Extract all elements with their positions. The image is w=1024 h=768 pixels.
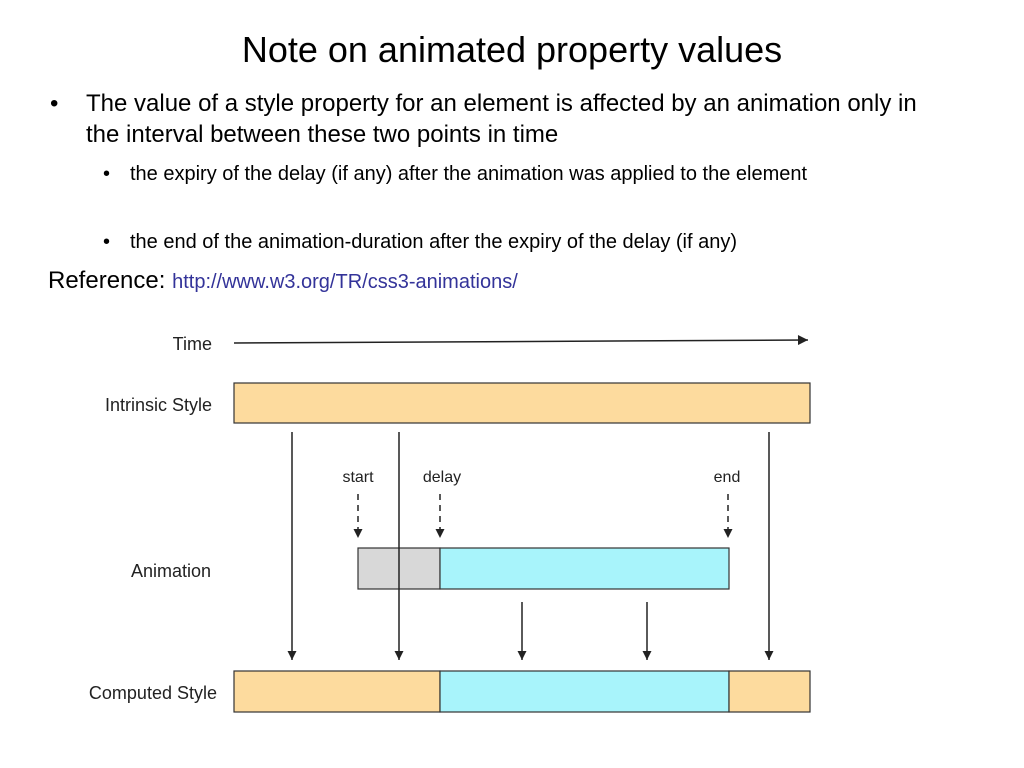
computed-animated-segment [440, 671, 729, 712]
bullet-marker: • [50, 90, 59, 117]
animation-label: Animation [130, 561, 211, 581]
delay-marker-label: delay [422, 469, 462, 486]
computed-intrinsic-segment-before [234, 671, 440, 712]
start-marker-label: start [342, 469, 374, 486]
reference-link[interactable]: http://www.w3.org/TR/css3-animations/ [172, 271, 518, 293]
sub-bullet-text: the end of the animation-duration after the expiry of the delay (if any) [130, 231, 738, 253]
main-bullet-text: The value of a style property for an element is affected by an animation only in the interval between these two points in time [86, 90, 917, 148]
intrinsic-style-bar [234, 383, 810, 423]
bullet-marker: • [103, 163, 111, 185]
time-axis-arrow [234, 340, 808, 343]
reference-label: Reference: [48, 267, 166, 294]
computed-intrinsic-segment-after [729, 671, 810, 712]
bullet-marker: • [103, 231, 111, 253]
animation-active-segment [440, 548, 729, 589]
intrinsic-style-label: Intrinsic Style [104, 395, 212, 415]
time-label: Time [172, 334, 212, 354]
sub-bullet-text: the expiry of the delay (if any) after the animation was applied to the element [130, 163, 808, 185]
end-marker-label: end [713, 469, 741, 486]
slide-title: Note on animated property values [241, 29, 783, 70]
computed-style-label: Computed Style [88, 683, 217, 703]
